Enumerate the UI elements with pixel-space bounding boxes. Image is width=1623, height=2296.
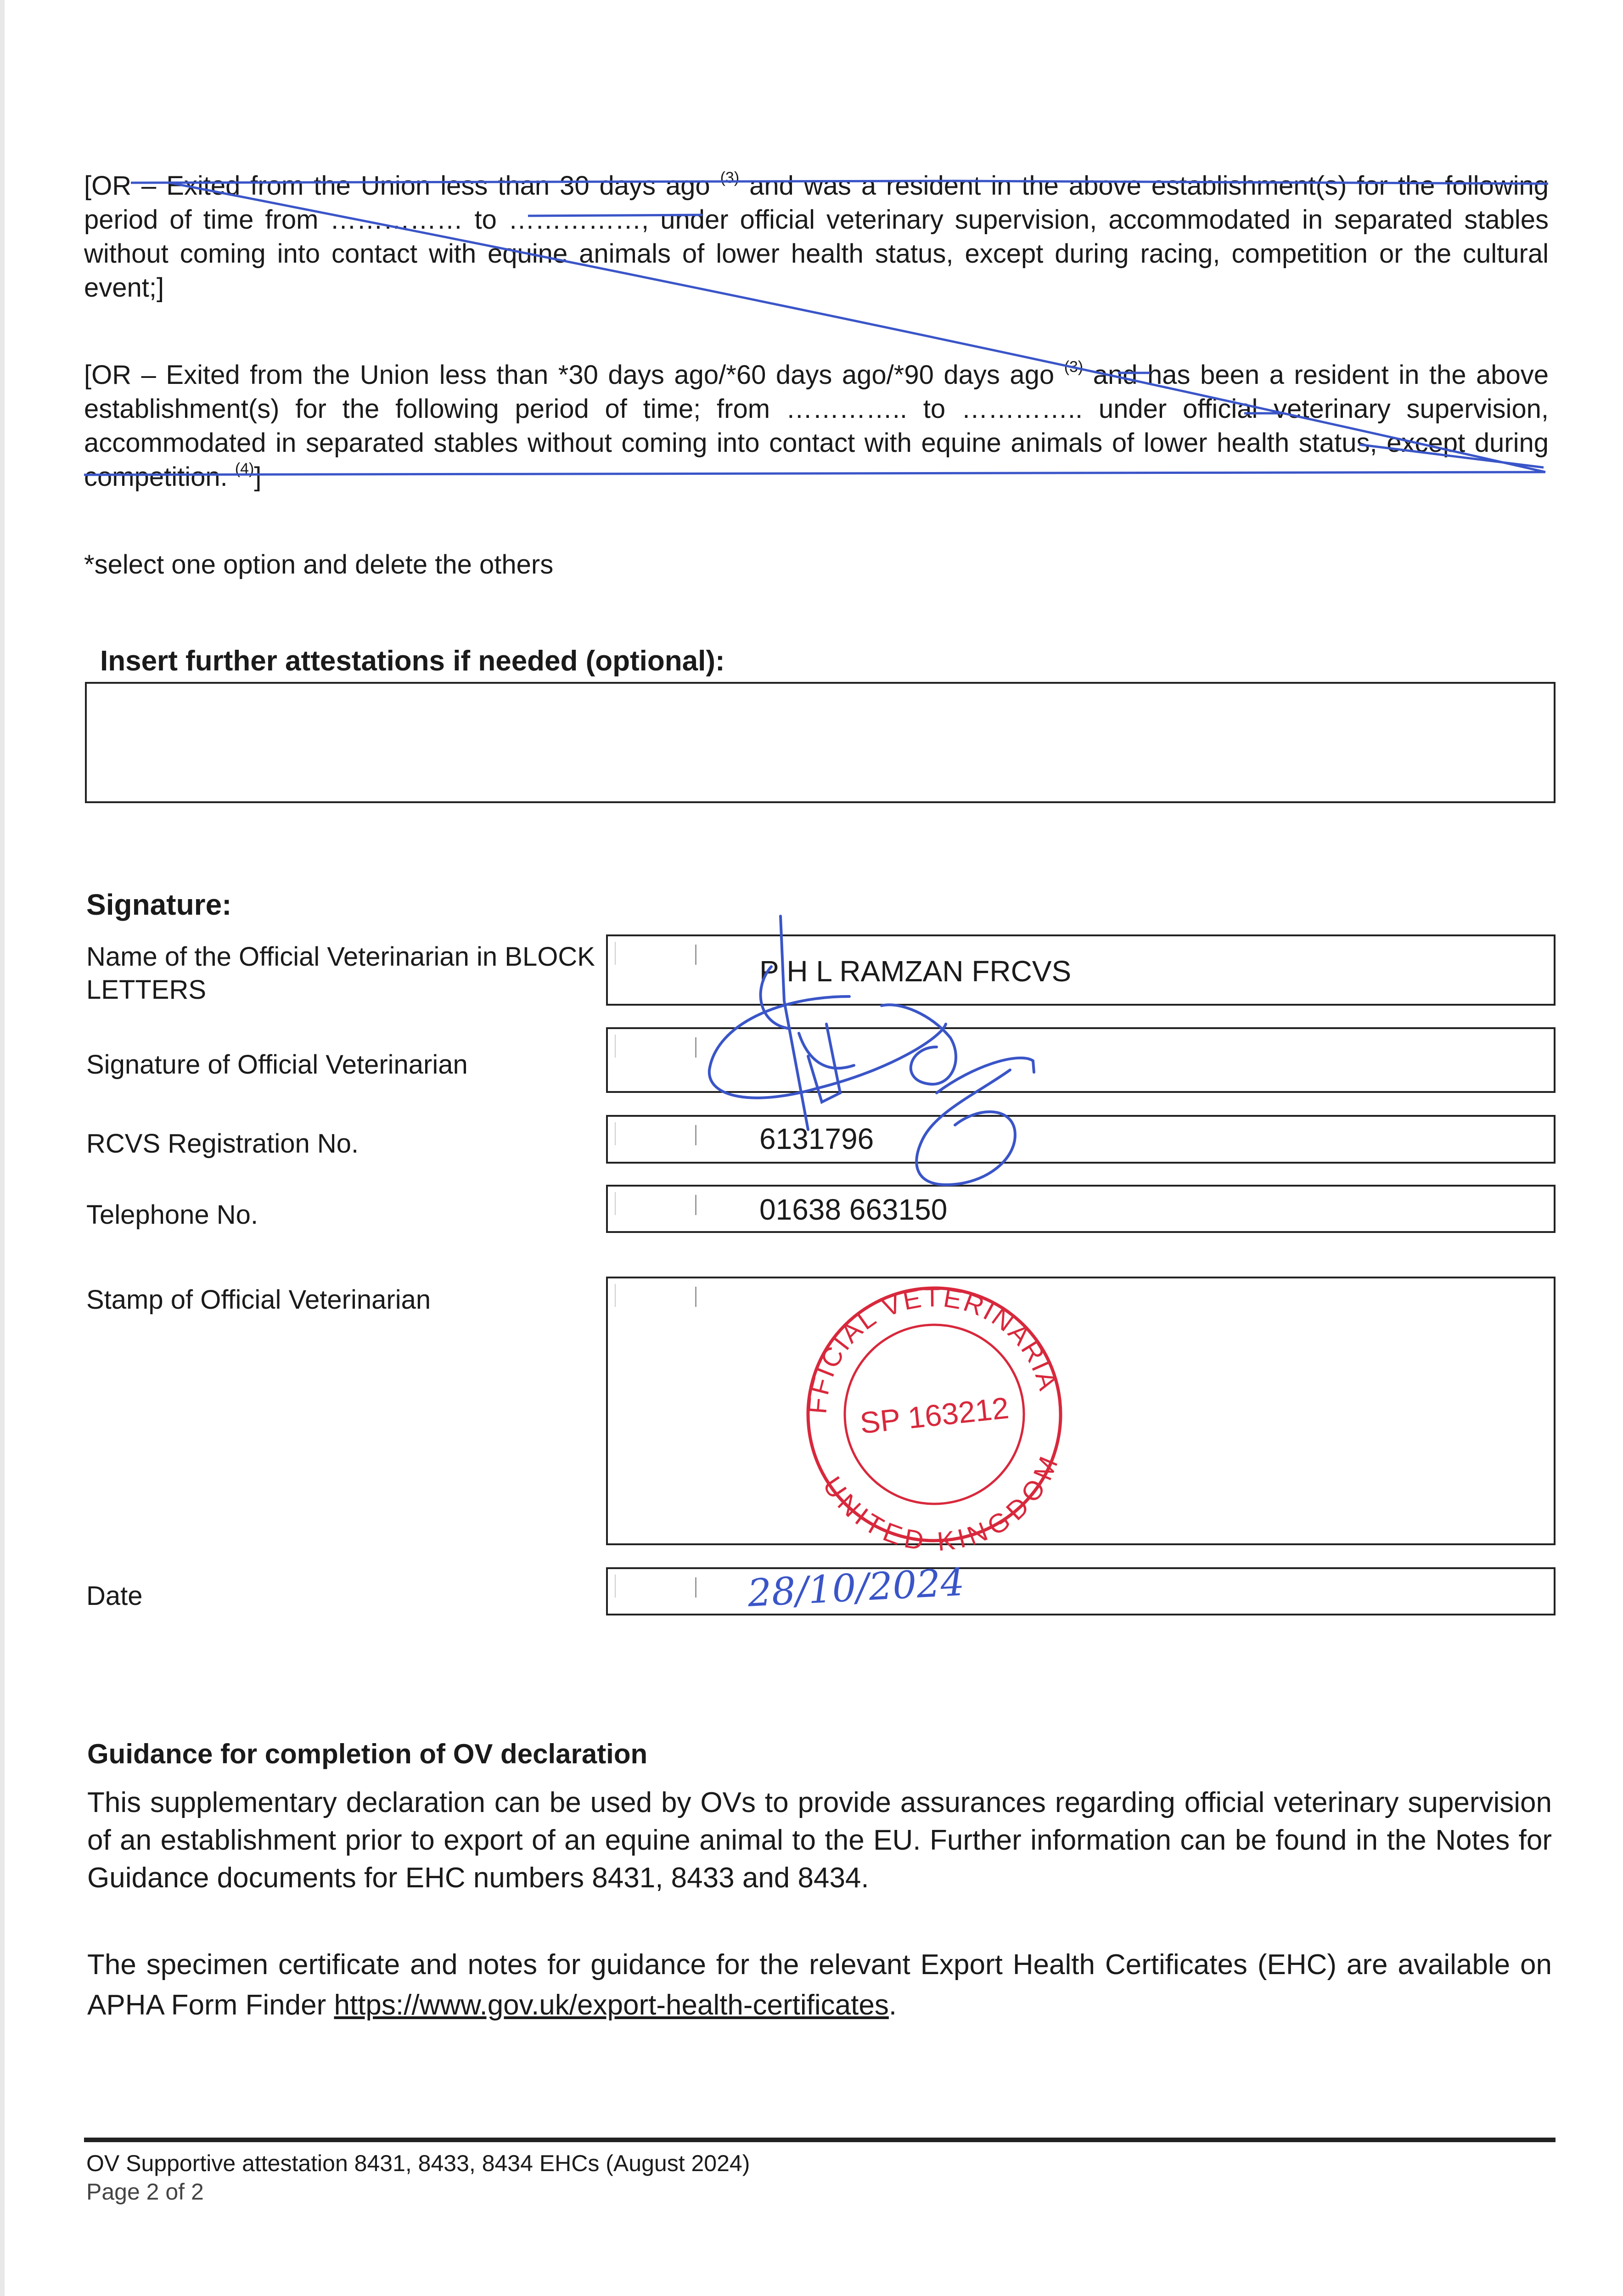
export-health-certificates-link[interactable]: https://www.gov.uk/export-health-certificates bbox=[334, 1989, 889, 2021]
name-label: Name of the Official Veterinarian in BLOCK LETTERS bbox=[86, 942, 595, 1005]
field-mark bbox=[695, 1577, 696, 1598]
name-value: P H L RAMZAN FRCVS bbox=[759, 955, 1072, 988]
date-field[interactable] bbox=[606, 1567, 1556, 1615]
rcvs-field[interactable] bbox=[606, 1115, 1556, 1164]
footer-divider bbox=[84, 2138, 1556, 2142]
guidance-paragraph: This supplementary declaration can be used by OVs to provide assurances regarding official veterinary supervision of an establishment prior to export of an equine animal to the EU. Further information can be found in the Notes for Guidance documents for EHC numbers 8431, 8433 and 8434. bbox=[87, 1787, 1552, 1894]
field-mark bbox=[695, 1125, 696, 1145]
guidance-heading: Guidance for completion of OV declaration bbox=[87, 1739, 648, 1769]
signature-label: Signature of Official Veterinarian bbox=[86, 1050, 468, 1080]
field-mark bbox=[615, 1575, 616, 1598]
further-attestations-field[interactable] bbox=[85, 682, 1556, 803]
guidance-link-paragraph: The specimen certificate and notes for guidance for the relevant Export Health Certificates (EHC) are available on APHA Form Finder https://www.gov.uk/export-health-certificates. bbox=[87, 1949, 1552, 2021]
stamp-bottom-text: UNITED KINGDOM bbox=[817, 1451, 1065, 1557]
telephone-field[interactable] bbox=[606, 1185, 1556, 1233]
footer-title: OV Supportive attestation 8431, 8433, 8434 EHCs (August 2024) bbox=[86, 2150, 750, 2176]
field-mark bbox=[615, 1284, 616, 1307]
field-mark bbox=[695, 1195, 696, 1215]
footer-page-number: Page 2 of 2 bbox=[86, 2179, 204, 2205]
rcvs-value: 6131796 bbox=[759, 1122, 874, 1155]
or-30-days-paragraph: [OR – Exited from the Union less than 30 days ago $^{(3)}$ and was a resident in the above establishment(s) for the following period of time from …………… to ……………, under official veterinary supervision, accommodated in separated stables without coming into contact with equine animals of lower health status, except during racing, competition or the cultural event;] bbox=[84, 169, 1549, 303]
footer bbox=[86, 2149, 750, 2205]
field-mark bbox=[615, 1035, 616, 1058]
field-mark bbox=[615, 942, 616, 965]
telephone-value: 01638 663150 bbox=[759, 1193, 948, 1226]
select-note: *select one option and delete the others bbox=[84, 550, 554, 580]
field-mark bbox=[695, 1037, 696, 1058]
signature-field[interactable] bbox=[606, 1027, 1556, 1093]
stamp-top-text: OFFICIAL VETERINARIAN bbox=[802, 1282, 1064, 1415]
field-mark bbox=[695, 945, 696, 965]
date-value: 28/10/2024 bbox=[747, 1560, 966, 1615]
telephone-label: Telephone No. bbox=[86, 1200, 258, 1230]
stamp-label: Stamp of Official Veterinarian bbox=[86, 1285, 431, 1315]
stamp-field[interactable] bbox=[606, 1277, 1556, 1545]
field-mark bbox=[615, 1192, 616, 1215]
name-field[interactable] bbox=[606, 934, 1556, 1006]
scan-edge bbox=[0, 0, 5, 2296]
date-label: Date bbox=[86, 1581, 143, 1611]
further-attestations-heading: Insert further attestations if needed (optional): bbox=[100, 645, 725, 677]
rcvs-label: RCVS Registration No. bbox=[86, 1129, 359, 1159]
stamp-number: SP 163212 bbox=[858, 1390, 1011, 1440]
or-multi-days-paragraph: [OR – Exited from the Union less than *30 days ago/*60 days ago/*90 days ago $^{(3)}$ and has been a resident in the above establishment(s) for the following period of time; from ………….. to ………….. under official veterinary supervision, accommodated in separated stables without coming into contact with equine animals of lower health status, except during competition. $^{(4)}$] bbox=[84, 358, 1549, 492]
field-mark bbox=[615, 1122, 616, 1145]
field-mark bbox=[695, 1287, 696, 1307]
signature-heading: Signature: bbox=[86, 888, 232, 921]
